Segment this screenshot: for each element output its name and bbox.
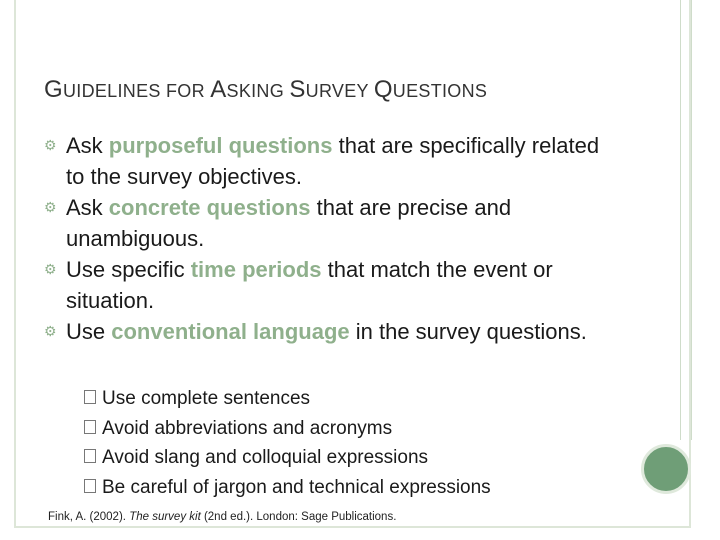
sub-bullet-item: Be careful of jargon and technical expressions — [84, 473, 491, 503]
sub-bullet-item: Avoid abbreviations and acronyms — [84, 414, 491, 444]
bullet-list — [44, 130, 604, 347]
checkbox-icon — [84, 390, 96, 404]
checkbox-icon — [84, 479, 96, 493]
sub-bullet-list — [84, 384, 491, 502]
bullet-item: ⚙ Ask purposeful questions that are specifically related to the survey objectives. — [44, 133, 600, 189]
gear-icon: ⚙ — [44, 323, 57, 339]
gear-icon: ⚙ — [44, 137, 57, 153]
gear-icon: ⚙ — [44, 199, 57, 215]
gear-icon: ⚙ — [44, 261, 57, 277]
bullet-item: ⚙ Use specific time periods that match the event or situation. — [44, 257, 553, 313]
checkbox-icon — [84, 449, 96, 463]
slide-title: GUIDELINES FOR ASKING SURVEY QUESTIONS — [44, 76, 488, 103]
bullet-item: ⚙ Use conventional language in the survey questions. — [44, 319, 587, 344]
reference-citation: Fink, A. (2002). The survey kit (2nd ed.). London: Sage Publications. — [48, 511, 397, 523]
checkbox-icon — [84, 420, 96, 434]
decorative-rail — [680, 0, 692, 440]
decorative-circle — [641, 444, 691, 494]
bullet-item: ⚙ Ask concrete questions that are precise and unambiguous. — [44, 195, 512, 251]
sub-bullet-item: Use complete sentences — [84, 384, 491, 414]
sub-bullet-item: Avoid slang and colloquial expressions — [84, 443, 491, 473]
